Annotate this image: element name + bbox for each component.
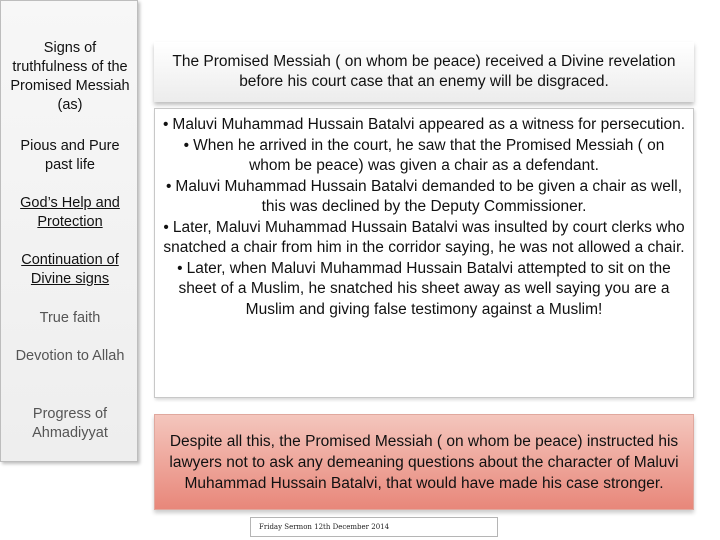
heading-text: The Promised Messiah ( on whom be peace) received a Divine revelation before his court case that an enemy will be disgraced.: [172, 53, 676, 90]
list-item: • Maluvi Muhammad Hussain Batalvi demanded to be given a chair as well, this was declined by the Deputy Commissioner.: [165, 177, 683, 215]
list-item: • Maluvi Muhammad Hussain Batalvi appeared as a witness for persecution.: [162, 116, 686, 133]
sidebar-item-divine-signs[interactable]: Continuation of Divine signs: [21, 252, 119, 287]
sidebar-item-gods-help[interactable]: God’s Help and Protection: [20, 195, 120, 230]
bullet-icon: •: [165, 177, 172, 195]
sidebar-item-true-faith[interactable]: True faith: [39, 310, 101, 326]
bullet-icon: •: [162, 116, 169, 133]
bullet-icon: •: [183, 136, 190, 154]
points-box: [154, 108, 694, 398]
list-item: • Later, when Maluvi Muhammad Hussain Batalvi attempted to sit on the sheet of a Muslim, he snatched his sheet away as well saying you are a Muslim and giving false testimony against a Muslim!: [177, 259, 671, 318]
sidebar-item-pious-past-life[interactable]: Pious and Pure past life: [20, 138, 120, 173]
sidebar-item-signs-of-truthfulness[interactable]: Signs of truthfulness of the Promised Messiah (as): [10, 40, 130, 113]
bullet-icon: •: [163, 218, 169, 236]
list-item: • Later, Maluvi Muhammad Hussain Batalvi was insulted by court clerks who snatched a chair from him in the corridor saying, he was not allowed a chair.: [163, 218, 685, 256]
bullet-icon: •: [177, 259, 183, 277]
sidebar-nav: [0, 0, 138, 462]
footer-caption: [250, 517, 498, 537]
slide-heading: [154, 42, 694, 102]
conclusion-text: Despite all this, the Promised Messiah ( on whom be peace) instructed his lawyers not to ask any demeaning questions about the character of Maluvi Muhammad Hussain Batalvi, that would have made his case stronger.: [169, 432, 679, 492]
conclusion-box: [154, 414, 694, 510]
list-item: • When he arrived in the court, he saw that the Promised Messiah ( on whom be peace) was given a chair as a defendant.: [183, 136, 665, 174]
sidebar-item-devotion[interactable]: Devotion to Allah: [15, 348, 125, 364]
sidebar-item-progress[interactable]: Progress of Ahmadiyyat: [32, 406, 108, 441]
footer-text: Friday Sermon 12th December 2014: [259, 523, 390, 531]
